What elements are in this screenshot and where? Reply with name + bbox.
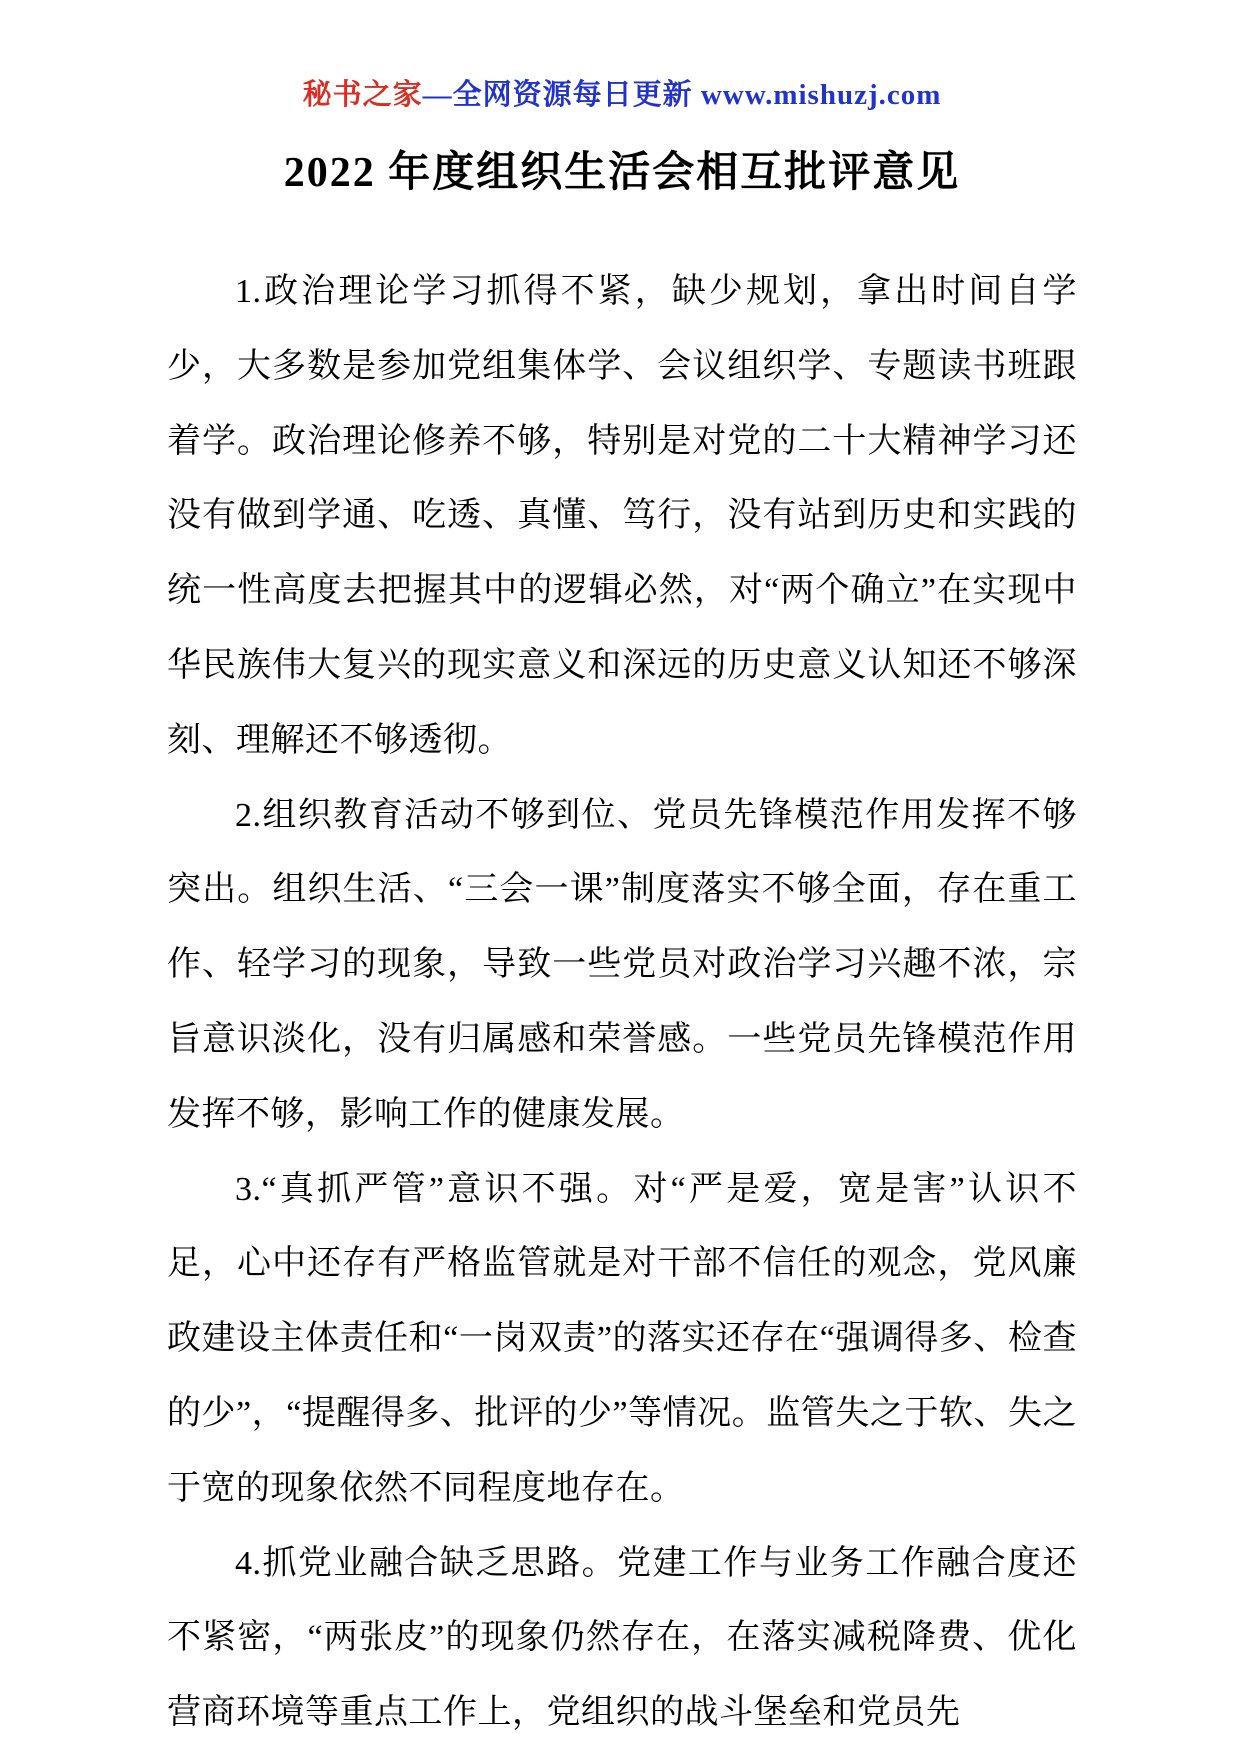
paragraph-2: 2.组织教育活动不够到位、党员先锋模范作用发挥不够突出。组织生活、“三会一课”制度落实不够全面，存在重工作、轻学习的现象，导致一些党员对政治学习兴趣不浓，宗旨意识淡化，没有归属感和荣誉感。一些党员先锋模范作用发挥不够，影响工作的健康发展。 — [167, 796, 1077, 1133]
paragraph-3: 3.“真抓严管”意识不强。对“严是爱，宽是害”认识不足，心中还存有严格监管就是对干部不信任的观念，党风廉政建设主体责任和“一岗双责”的落实还存在“强调得多、检查的少”，“提醒得多、批评的少”等情况。监管失之于软、失之于宽的现象依然不同程度地存在。 — [167, 1170, 1077, 1507]
document-title: 2022 年度组织生活会相互批评意见 — [283, 150, 961, 196]
document-body — [167, 255, 1077, 1751]
paragraph-4: 4.抓党业融合缺乏思路。党建工作与业务工作融合度还不紧密，“两张皮”的现象仍然存在，在落实减税降费、优化营商环境等重点工作上，党组织的战斗堡垒和党员先 — [167, 1544, 1077, 1732]
site-url: www.mishuzj.com — [700, 79, 942, 111]
header-tagline: —全网资源每日更新 — [422, 79, 701, 111]
paragraph-1: 1.政治理论学习抓得不紧，缺少规划，拿出时间自学少，大多数是参加党组集体学、会议组织学、专题读书班跟着学。政治理论修养不够，特别是对党的二十大精神学习还没有做到学通、吃透、真懂、笃行，没有站到历史和实践的统一性高度去把握其中的逻辑必然，对“两个确立”在实现中华民族伟大复兴的现实意义和深远的历史意义认知还不够深刻、理解还不够透彻。 — [167, 273, 1077, 759]
site-header — [167, 72, 1077, 113]
brand-name: 秘书之家 — [302, 79, 423, 111]
